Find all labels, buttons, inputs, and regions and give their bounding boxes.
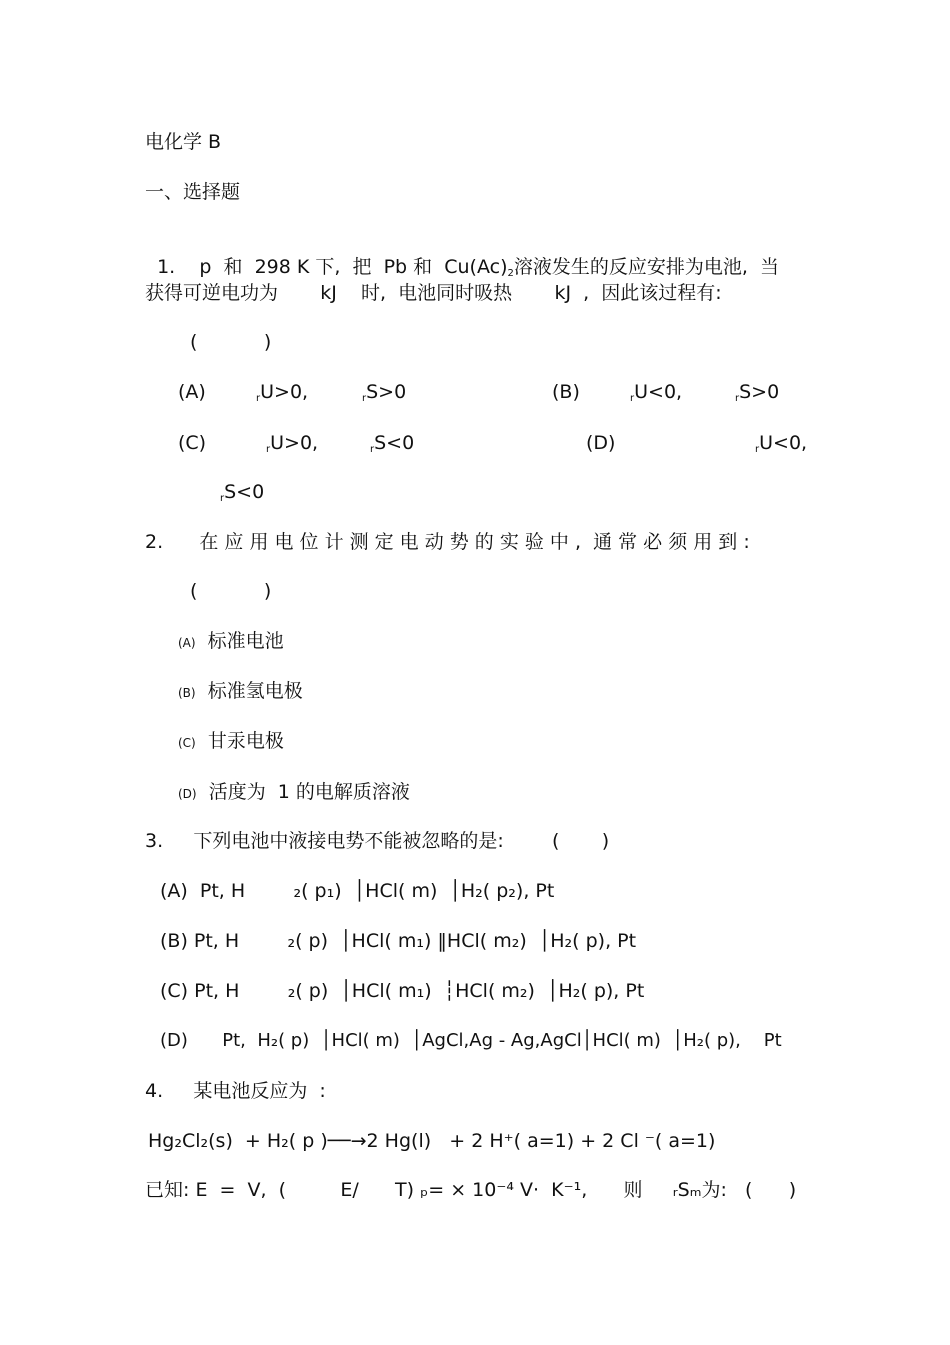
- q1-option-b-u: $_r$U<0,: [630, 381, 683, 404]
- q1-option-c-label: (C): [178, 432, 207, 454]
- q2-option-a: (A) 标准电池: [178, 630, 284, 652]
- q4-reaction: Hg₂Cl₂(s) + H₂( p )──→2 Hg(l) + 2 H⁺( a=1) + 2 Cl ⁻( a=1): [148, 1130, 716, 1152]
- q1-answer-paren: ( ): [190, 331, 272, 353]
- q1-option-a-u: $_r$U>0,: [256, 381, 309, 404]
- section-heading: 一、选择题: [145, 181, 241, 203]
- q1-line1: [145, 231, 779, 286]
- q1-sub: 2: [507, 268, 514, 279]
- q1-option-a-label: (A): [178, 381, 206, 403]
- q3-option-c: (C) Pt, H ₂( p) │HCl( m₁) ┆HCl( m₂) │H₂( p), Pt: [160, 980, 645, 1002]
- q3-option-d: (D) Pt, H₂( p) │HCl( m) │AgCl,Ag - Ag,AgCl│HCl( m) │H₂( p), Pt: [160, 1030, 782, 1051]
- q1-option-d-u: $_r$U<0,: [755, 432, 808, 455]
- q4-given: 已知: E = V, ( E/ T) ₚ= × 10⁻⁴ V· K⁻¹, 则 ᵣSₘ为: ( ): [145, 1179, 797, 1201]
- q1-option-d-label: (D): [586, 432, 616, 454]
- q1-line1-b: 溶液发生的反应安排为电池, 当: [513, 256, 779, 278]
- q1-line1-a: 1. p 和 298 K 下, 把 Pb 和 Cu(Ac): [157, 256, 508, 278]
- q2-option-c: (C) 甘汞电极: [178, 730, 284, 752]
- q3-line1: 3. 下列电池中液接电势不能被忽略的是: ( ): [145, 830, 610, 852]
- q3-option-a: (A) Pt, H ₂( p₁) │HCl( m) │H₂( p₂), Pt: [160, 880, 555, 902]
- q1-option-c-s: $_r$S<0: [370, 432, 415, 455]
- q2-option-b: (B) 标准氢电极: [178, 680, 303, 702]
- q1-line2: 获得可逆电功为 kJ 时, 电池同时吸热 kJ , 因此该过程有:: [145, 282, 722, 304]
- q2-answer-paren: ( ): [190, 580, 272, 602]
- q2-option-d: (D) 活度为 1 的电解质溶液: [178, 781, 410, 803]
- q1-option-c-u: $_r$U>0,: [266, 432, 319, 455]
- q3-option-b: (B) Pt, H ₂( p) │HCl( m₁) ‖HCl( m₂) │H₂( p), Pt: [160, 930, 637, 952]
- doc-title: 电化学 B: [145, 131, 222, 153]
- q2-line1: 2. 在 应 用 电 位 计 测 定 电 动 势 的 实 验 中 , 通 常 必 须 用 到 :: [145, 531, 750, 553]
- q1-option-a-s: $_r$S>0: [362, 381, 407, 404]
- q1-option-b-label: (B): [552, 381, 580, 403]
- q1-option-d-s: $_r$S<0: [220, 481, 265, 504]
- q1-option-b-s: $_r$S>0: [735, 381, 780, 404]
- q4-line1: 4. 某电池反应为 :: [145, 1080, 326, 1102]
